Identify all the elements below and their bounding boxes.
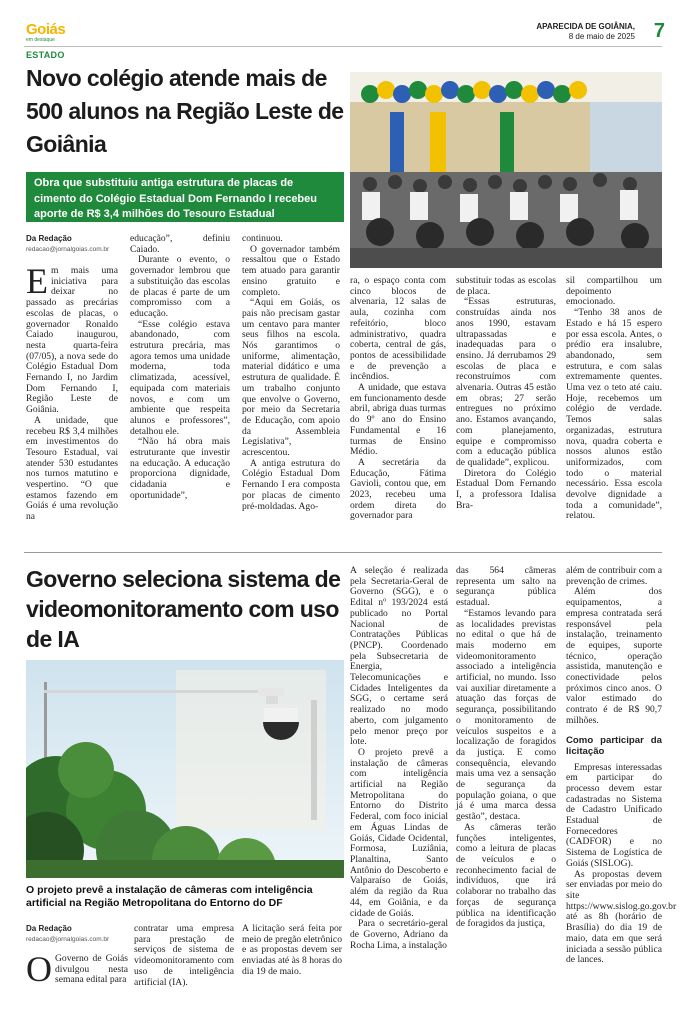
article1-subtitle: Obra que substituiu antiga estrutura de placas de cimento do Colégio Estadual Dom Fernando I recebeu aporte de R$ 3,4 milhões do Tesouro Estadual bbox=[26, 172, 344, 222]
article2-column-6 bbox=[566, 565, 677, 1018]
edition-info bbox=[536, 22, 635, 42]
article2-paragraph: contratar uma empresa para prestação de serviços de sistema de videomonitoramento com uso de inteligência artificial (IA). bbox=[134, 923, 234, 988]
article2-paragraph: “Estamos levando para as localidades previstas no edital o que há de mais moderno em videomonitoramento associado a inteligência artificial, no mundo. Isso vai auxiliar diretamente a atuação das forças de segurança, possibilitando o monitoramento de veículos suspeitos e a localização de foragidos da justiça. E como consequência, elevando mais uma vez a sensação de segurança da população goiana, o que já é uma marca dessa gestão”, destaca. bbox=[456, 607, 556, 823]
article1-paragraph: A secretária da Educação, Fátima Gavioli, contou que, em 2023, recebeu uma ordem direta do governador para bbox=[350, 456, 446, 522]
article1-paragraph: O governador também ressaltou que o Estado tem atuado para garantir ensino gratuito e completo. bbox=[242, 243, 340, 298]
edition-date: 8 de maio de 2025 bbox=[568, 32, 635, 41]
article1-paragraph: A unidade, que recebeu R$ 3,4 milhões em investimentos do Tesouro Estadual, vai atender 530 estudantes nos turnos matutino e vespertino. “O que estamos fazendo em Goiás é uma revolução na bbox=[26, 414, 118, 523]
article2-paragraph: O projeto prevê a instalação de câmeras com inteligência artificial na Região Metropolitana do Entorno do Distrito Federal, com foco inicial em Águas Lindas de Goiás, Cidade Ocidental, Formosa, Luziânia, Planaltina, Santo Antônio do Descoberto e Valparaíso de Goiás, além da região da Rua 44, em Goiânia, e da cidade de Goiás. bbox=[350, 746, 448, 919]
article1-column-2 bbox=[130, 234, 230, 544]
article2-dropcap: O bbox=[26, 949, 52, 989]
article2-paragraph: As câmeras terão funções inteligentes, como a leitura de placas de veículos e o reconhecimento facial de indivíduos, que irá colaborar no trabalho das forças de segurança pública na identificação de foragidos da justiça, bbox=[456, 821, 556, 930]
article2-subheading: Como participar da licitação bbox=[566, 734, 662, 757]
article1-paragraph: Diretora do Colégio Estadual Dom Fernando I, a professora Idalisa Bra- bbox=[456, 467, 556, 511]
article2-headline: Governo seleciona sistema de videomonitoramento com uso de IA bbox=[26, 566, 341, 652]
logo-wordmark: Goiás bbox=[26, 21, 66, 38]
article1-column-6 bbox=[566, 276, 662, 544]
edition-city: APARECIDA DE GOIÂNIA, bbox=[536, 22, 635, 31]
article1-paragraph: substituir todas as escolas de placa. bbox=[456, 275, 556, 297]
article-divider bbox=[24, 552, 662, 553]
article1-photo bbox=[350, 72, 662, 268]
article1-paragraph: “Tenho 38 anos de Estado e há 15 espero por essa escola. Antes, o prédio era insalubre, abandonado, sem estrutura, e com salas extremamente quentes. Uma vez o teto até caiu. Hoje, recebemos um colégio de verdade. Temos salas organizadas, estrutura nova, quadra coberta e nossos alunos estão uniformizados, com todo o material necessário. Essa escola devolve dignidade a toda a comunidade”, relatou. bbox=[566, 307, 662, 522]
article2-author: Da Redação bbox=[26, 924, 72, 933]
article2-paragraph: das 564 câmeras representa um salto na segurança pública estadual. bbox=[456, 565, 556, 609]
article1-paragraph: A unidade, que estava em funcionamento desde abril, abriga duas turmas do 9º ano do Ensino Fundamental e 16 turmas de Ensino Médio. bbox=[350, 382, 446, 458]
article1-column-3 bbox=[242, 234, 340, 544]
article1-paragraph: m mais uma iniciativa para deixar no passado as precárias escolas de placas, o governador Ronaldo Caiado inaugurou, nesta quarta-feira (07/05), a nova sede do Colégio Estadual Dom Fernando I, no Jardim Dom Fernando I, Região Leste de Goiânia. bbox=[26, 265, 118, 416]
article2-photo bbox=[26, 660, 344, 878]
article1-paragraph: Durante o evento, o governador lembrou que a substituição das escolas de placas é parte de um compromisso com a educação. bbox=[130, 254, 230, 319]
article1-paragraph: continuou. bbox=[242, 233, 283, 244]
article1-paragraph: educação”, definiu Caiado. bbox=[130, 233, 230, 255]
article1-column-1 bbox=[26, 261, 118, 544]
article1-column-4 bbox=[350, 276, 446, 544]
article2-paragraph: A seleção é realizada pela Secretaria-Geral de Governo (SGG), e o Edital nº 193/2024 está publicado no Portal Nacional de Contratações Públicas (PNCP). Coordenado pela Subsecretaria de Energia, Telecomunicações e Cidades Inteligentes da SGG, o certame será realizado no modo aberto, com julgamento pelo menor preço por lote. bbox=[350, 565, 448, 748]
article2-caption: O projeto prevê a instalação de câmeras com inteligência artificial na Região Metropolitana do Entorno do DF bbox=[26, 884, 313, 909]
article2-paragraph: A licitação será feita por meio de pregão eletrônico e as propostas devem ser enviadas até às 8 horas do dia 19 de maio. bbox=[242, 923, 342, 977]
article1-paragraph: sil compartilhou um depoimento emocionado. bbox=[566, 275, 662, 308]
article1-dropcap: E bbox=[26, 261, 48, 301]
header-rule bbox=[24, 46, 662, 47]
article1-author: Da Redação bbox=[26, 234, 72, 243]
article2-column-4 bbox=[350, 566, 448, 1018]
article2-paragraph: além de contribuir com a prevenção de crimes. bbox=[566, 565, 662, 587]
article1-column-5 bbox=[456, 276, 556, 544]
article1-paragraph: “Esse colégio estava abandonado, com estrutura precária, mas agora temos uma unidade moderna, toda climatizada, acessível, equipada com materiais novos, e com um ambiente que respeita alunos e professores”, detalhou ele. bbox=[130, 318, 230, 437]
article1-email: redacao@jornalgoias.com.br bbox=[26, 246, 110, 253]
section-label: ESTADO bbox=[26, 50, 65, 60]
article2-email: redacao@jornalgoias.com.br bbox=[26, 936, 110, 943]
article2-byline bbox=[26, 924, 128, 945]
article1-paragraph: ra, o espaço conta com cinco blocos de alvenaria, 12 salas de aula, cozinha com refeitório, bloco administrativo, quadra coberta, central de gás, pontos de acessibilidade e de prevenção a incêndios. bbox=[350, 275, 446, 383]
article2-column-3 bbox=[242, 924, 342, 1018]
article1-paragraph: “Aqui em Goiás, os pais não precisam gastar um centavo para manter seus filhos na escola. Nós garantimos o uniforme, alimentação, material didático e uma estrutura de qualidade. É um trabalho conjunto que envolve o Governo, por meio da Secretaria de Educação, com apoio da Assembleia Legislativa”, acrescentou. bbox=[242, 297, 340, 459]
article2-paragraph: As propostas devem ser enviadas por meio do site https://www.sislog.go.gov.br até as 8h (horário de Brasília) do dia 19 de maio, data em que será iniciada a sessão pública de lances. bbox=[566, 868, 677, 966]
logo-tagline: em destaque bbox=[26, 37, 55, 43]
article2-paragraph: Além dos equipamentos, a empresa contratada será responsável pela instalação, treinamento de equipes, suporte técnico, operação assistida, manutenção e conectividade pelos próximos cinco anos. O valor estimado do contrato é de R$ 90,7 milhões. bbox=[566, 586, 662, 726]
article1-headline: Novo colégio atende mais de 500 alunos na Região Leste de Goiânia bbox=[26, 65, 344, 157]
article2-paragraph: Empresas interessadas em participar do processo devem estar cadastradas no Sistema de Cadastro Unificado Estadual de Fornecedores (CADFOR) e no Sistema de Logística de Goiás (SISLOG). bbox=[566, 761, 662, 869]
article2-column-5 bbox=[456, 566, 556, 1018]
article1-byline bbox=[26, 234, 118, 255]
article2-column-2 bbox=[134, 924, 234, 1018]
article1-paragraph: “Não há obra mais estruturante que investir na educação. A educação proporciona dignidade, cidadania e oportunidade”, bbox=[130, 436, 230, 501]
article2-paragraph: Governo de Goiás divulgou nesta semana edital para bbox=[55, 953, 128, 986]
article1-paragraph: “Essas estruturas, construídas ainda nos anos 1990, estavam ultrapassadas e inadequadas para o ensino. Já derrubamos 29 escolas de placa e reconstruímos com alvenaria. Outras 45 estão em obras; 27 serão entregues no próximo ano. Estamos avançando, com planejamento, equipe e compromisso com a educação pública de qualidade”, explicou. bbox=[456, 296, 556, 468]
article2-paragraph: Para o secretário-geral de Governo, Adriano da Rocha Lima, a instalação bbox=[350, 918, 448, 951]
page-number: 7 bbox=[653, 20, 665, 42]
article1-paragraph: A antiga estrutura do Colégio Estadual Dom Fernando I era composta por placas de cimento pré-moldadas. Ago- bbox=[242, 457, 340, 512]
article2-column-1 bbox=[26, 949, 128, 1018]
newspaper-logo bbox=[26, 22, 76, 44]
